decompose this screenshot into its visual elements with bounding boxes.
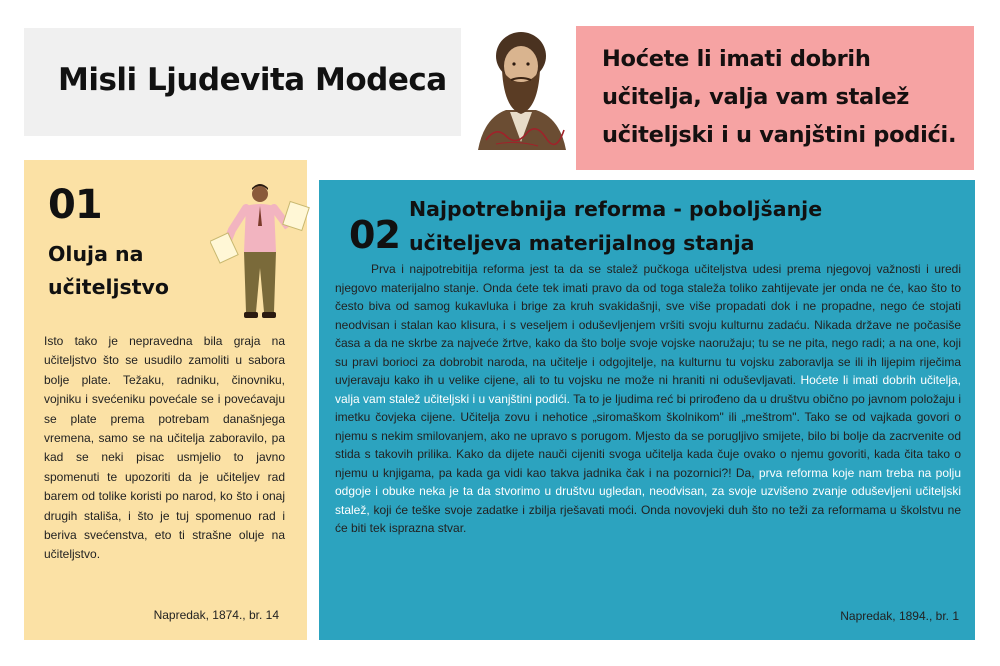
section-2-body-text-2: Ta to je ljudima reć bi prirođeno da u društvu obično po javnom položaju i imetku čovjeka cijene. Učitelja zovu i nehotice „siromaškom školnikom" ili „meštrom". Tako se od vajkada govori o njemu s nekim smilovanjem, ako ne upravo s porugom. Mjesto da se porugljivo smijete, bilo bi bolje da zacrvenite od stida s takovih prilika. Kako da dijete nauči cijeniti svoga učitelja kada čuje ovako o njemu govoriti, kada čita tako o njemu u knjigama, pa kada ga vidi kao takva jadnika čak i na pozornici?! Da,: [335, 391, 961, 480]
section-2-highlight-2: prva reforma koje nam treba na polju odgoje i obuke neka je ta da stvorimo u društvu ugledan, neodvisan, za svoje uzvišeno zvanje oduševljeni učiteljski stalež,: [335, 465, 961, 517]
section-1-source: Napredak, 1874., br. 14: [153, 608, 279, 622]
quote-banner: [576, 26, 974, 170]
featured-quote: Hoćete li imati dobrih učitelja, valja vam stalež učiteljski i u vanjštini podići.: [602, 46, 957, 148]
section-2-body-text-1: Prva i najpotrebitija reforma jest ta da se stalež pučkoga učiteljstva udesi prema njegovoj važnosti i uredi njegovo materijalno stanje. Onda ćete tek imati pravo da od toga staleža toliko zahtijevate jer onda ne će, kao što to često biva od samog kukavluka i brige za kruh svakidašnji, sve više propadati dok i ne propadne, nego će stojati neodvisan i stalan kao klisura, i s veseljem i oduševljenjem vršiti svoju kulturnu zadaću. Nikada države ne počasiše časa a da ne skrbe za najveće žrtve, kako da što bolje svoje vojske naoružaju; tu se ne pita, nego radi; a na one, koji su pravi borioci za dobrobit naroda, na učitelje i odgojitelje, na kulturnu tu vojsku zaboravlja se ili ih lijepim riječima uvjeravaju kako ih u velike cijene, ali to tu vojsku ne može ni hraniti ni oduševljavati.: [335, 262, 961, 387]
section-2-body-text-3: koji će teške svoje zadatke i zbilja rješavati moći. Onda novovjeki duh što no teži za reformama u školstvu ne će biti tek isprazna stvar.: [335, 502, 961, 535]
man-with-papers-illustration: [210, 180, 310, 325]
section-1-number: 01: [48, 182, 102, 228]
section-2-highlight-1: Hoćete li imati dobrih učitelja, valja vam stalež učiteljski i u vanjštini podići.: [335, 373, 962, 406]
section-2-heading: Najpotrebnija reforma - poboljšanje učiteljeva materijalnog stanja: [409, 197, 823, 255]
section-1-panel: [24, 160, 307, 640]
section-1-heading: Oluja na učiteljstvo: [48, 242, 169, 299]
section-2-number: 02: [349, 213, 400, 257]
section-2-source: Napredak, 1894., br. 1: [840, 609, 959, 623]
portrait-image: [466, 22, 576, 150]
section-2-body: [335, 260, 961, 538]
title-banner: [24, 28, 461, 136]
section-1-body: Isto tako je nepravedna bila graja na učiteljstvo što se usudilo zamoliti u sabora bolje plate. Težaku, radniku, činovniku, vojniku i svećeniku povećale se i povećavaju se plate prema potrebam današnjega vremena, samo se na učitelja zaboravilo, pa kad se neki pisac usmjelio to javno spomenuti te upozoriti da je učiteljev rad barem od tolike koristi po narod, ko što i onaj drugih stališa, i što je tuj spomenuo rad i beriva svećenstva, eto ti strašne oluje na učiteljstvo.: [44, 334, 285, 562]
section-2-panel: [319, 180, 975, 640]
page-title: Misli Ljudevita Modeca: [58, 62, 447, 98]
